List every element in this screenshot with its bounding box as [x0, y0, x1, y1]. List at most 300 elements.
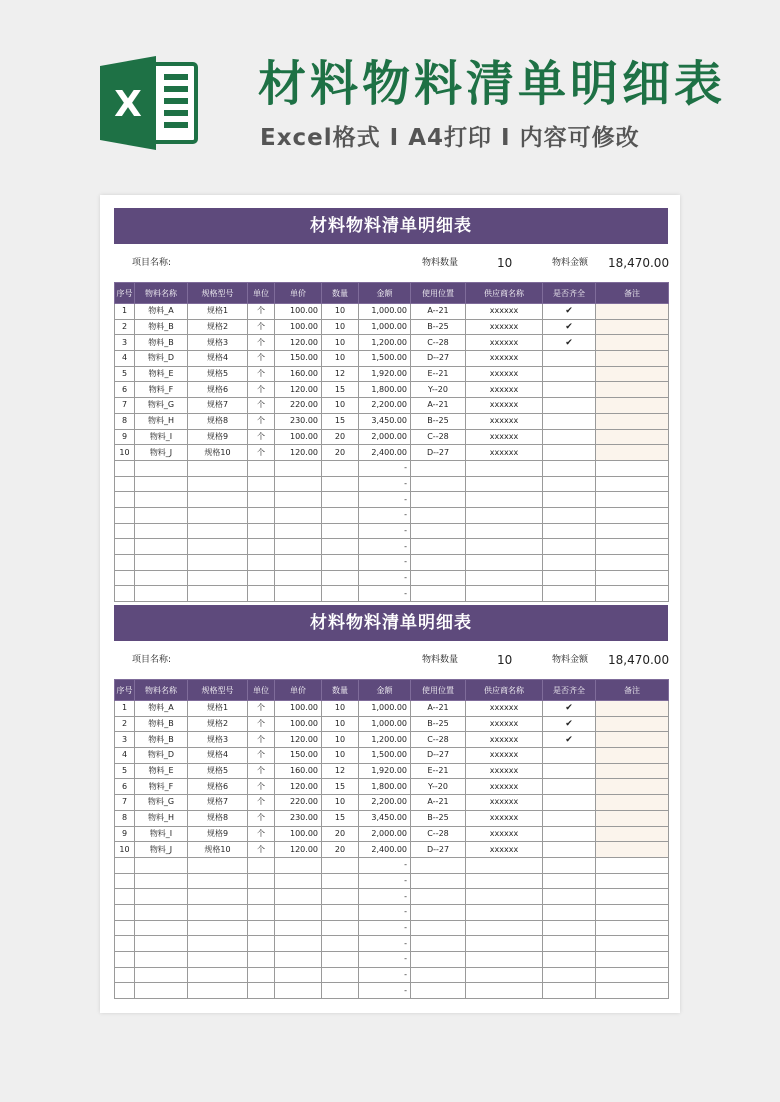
table-cell-qty[interactable] — [322, 920, 359, 936]
table-cell-spec[interactable] — [188, 507, 248, 523]
table-cell-amount[interactable]: - — [359, 523, 411, 539]
table-cell-pos[interactable]: A--21 — [411, 701, 466, 717]
table-cell-pos[interactable]: D--27 — [411, 842, 466, 858]
table-cell-amount[interactable]: - — [359, 539, 411, 555]
table-cell-qty[interactable]: 15 — [322, 810, 359, 826]
table-cell-supplier[interactable] — [466, 952, 543, 968]
table-cell-check[interactable]: ✔ — [543, 335, 596, 351]
table-cell-spec[interactable]: 规格7 — [188, 398, 248, 414]
table-cell-check[interactable] — [543, 539, 596, 555]
table-cell-supplier[interactable]: xxxxxx — [466, 366, 543, 382]
table-cell-amount[interactable]: 2,000.00 — [359, 429, 411, 445]
table-cell-pos[interactable] — [411, 476, 466, 492]
table-cell-unit[interactable]: 个 — [248, 319, 275, 335]
table-cell-name[interactable]: 物料_I — [135, 826, 188, 842]
table-cell-name[interactable] — [135, 460, 188, 476]
table-cell-unit[interactable] — [248, 586, 275, 602]
table-cell-note[interactable] — [596, 366, 669, 382]
table-cell-pos[interactable] — [411, 920, 466, 936]
table-cell-price[interactable]: 220.00 — [275, 795, 322, 811]
table-cell-amount[interactable]: 1,000.00 — [359, 716, 411, 732]
table-cell-note[interactable] — [596, 889, 669, 905]
table-cell-name[interactable] — [135, 586, 188, 602]
table-cell-unit[interactable]: 个 — [248, 304, 275, 320]
table-cell-qty[interactable] — [322, 492, 359, 508]
table-cell-name[interactable] — [135, 967, 188, 983]
table-cell-price[interactable] — [275, 570, 322, 586]
table-cell-qty[interactable] — [322, 476, 359, 492]
table-cell-supplier[interactable]: xxxxxx — [466, 763, 543, 779]
table-cell-spec[interactable] — [188, 570, 248, 586]
table-cell-pos[interactable] — [411, 492, 466, 508]
table-cell-name[interactable]: 物料_E — [135, 366, 188, 382]
table-cell-check[interactable] — [543, 810, 596, 826]
table-cell-name[interactable]: 物料_B — [135, 335, 188, 351]
table-cell-qty[interactable]: 12 — [322, 366, 359, 382]
table-cell-name[interactable]: 物料_J — [135, 842, 188, 858]
table-cell-spec[interactable]: 规格6 — [188, 779, 248, 795]
table-cell-pos[interactable]: C--28 — [411, 429, 466, 445]
table-cell-no[interactable]: 4 — [115, 748, 135, 764]
table-cell-no[interactable]: 9 — [115, 826, 135, 842]
table-cell-spec[interactable]: 规格5 — [188, 366, 248, 382]
table-cell-check[interactable]: ✔ — [543, 701, 596, 717]
table-cell-pos[interactable]: B--25 — [411, 810, 466, 826]
table-cell-check[interactable] — [543, 523, 596, 539]
table-cell-unit[interactable]: 个 — [248, 842, 275, 858]
table-cell-spec[interactable]: 规格9 — [188, 826, 248, 842]
table-cell-note[interactable] — [596, 319, 669, 335]
table-cell-pos[interactable]: A--21 — [411, 795, 466, 811]
table-cell-name[interactable]: 物料_H — [135, 413, 188, 429]
table-cell-note[interactable] — [596, 507, 669, 523]
table-cell-no[interactable]: 1 — [115, 701, 135, 717]
table-cell-supplier[interactable]: xxxxxx — [466, 826, 543, 842]
table-cell-supplier[interactable] — [466, 967, 543, 983]
table-cell-name[interactable]: 物料_D — [135, 748, 188, 764]
table-cell-pos[interactable] — [411, 873, 466, 889]
table-cell-price[interactable]: 230.00 — [275, 810, 322, 826]
table-cell-amount[interactable]: 1,000.00 — [359, 319, 411, 335]
table-cell-pos[interactable]: D--27 — [411, 351, 466, 367]
table-cell-name[interactable]: 物料_E — [135, 763, 188, 779]
table-cell-no[interactable]: 6 — [115, 382, 135, 398]
table-cell-amount[interactable]: 2,200.00 — [359, 398, 411, 414]
table-cell-pos[interactable] — [411, 555, 466, 571]
table-cell-check[interactable] — [543, 445, 596, 461]
table-cell-supplier[interactable]: xxxxxx — [466, 842, 543, 858]
table-cell-no[interactable]: 8 — [115, 413, 135, 429]
table-cell-unit[interactable]: 个 — [248, 763, 275, 779]
table-cell-unit[interactable] — [248, 539, 275, 555]
table-cell-amount[interactable]: 2,200.00 — [359, 795, 411, 811]
table-cell-note[interactable] — [596, 842, 669, 858]
table-cell-price[interactable]: 160.00 — [275, 763, 322, 779]
table-cell-amount[interactable]: 2,400.00 — [359, 445, 411, 461]
table-cell-supplier[interactable] — [466, 460, 543, 476]
table-cell-amount[interactable]: 1,200.00 — [359, 335, 411, 351]
table-cell-supplier[interactable] — [466, 476, 543, 492]
table-cell-note[interactable] — [596, 413, 669, 429]
table-cell-qty[interactable]: 10 — [322, 304, 359, 320]
table-cell-qty[interactable]: 20 — [322, 842, 359, 858]
table-cell-no[interactable] — [115, 983, 135, 999]
table-cell-no[interactable]: 5 — [115, 366, 135, 382]
table-cell-amount[interactable]: - — [359, 967, 411, 983]
table-cell-price[interactable] — [275, 476, 322, 492]
table-cell-supplier[interactable]: xxxxxx — [466, 810, 543, 826]
table-cell-spec[interactable]: 规格6 — [188, 382, 248, 398]
table-cell-supplier[interactable] — [466, 857, 543, 873]
table-cell-supplier[interactable]: xxxxxx — [466, 779, 543, 795]
table-cell-spec[interactable] — [188, 523, 248, 539]
table-cell-unit[interactable]: 个 — [248, 779, 275, 795]
table-cell-note[interactable] — [596, 476, 669, 492]
table-cell-amount[interactable]: 2,000.00 — [359, 826, 411, 842]
table-cell-unit[interactable]: 个 — [248, 732, 275, 748]
table-cell-qty[interactable] — [322, 539, 359, 555]
table-cell-spec[interactable] — [188, 492, 248, 508]
table-cell-note[interactable] — [596, 445, 669, 461]
table-cell-amount[interactable]: 1,800.00 — [359, 382, 411, 398]
table-cell-spec[interactable]: 规格10 — [188, 842, 248, 858]
table-cell-unit[interactable]: 个 — [248, 382, 275, 398]
table-cell-check[interactable] — [543, 826, 596, 842]
table-cell-spec[interactable]: 规格4 — [188, 351, 248, 367]
table-cell-qty[interactable] — [322, 857, 359, 873]
table-cell-amount[interactable]: 3,450.00 — [359, 413, 411, 429]
table-cell-amount[interactable]: - — [359, 492, 411, 508]
table-cell-pos[interactable] — [411, 936, 466, 952]
table-cell-supplier[interactable]: xxxxxx — [466, 748, 543, 764]
table-cell-check[interactable] — [543, 492, 596, 508]
table-cell-unit[interactable]: 个 — [248, 810, 275, 826]
table-cell-check[interactable] — [543, 763, 596, 779]
table-cell-name[interactable]: 物料_B — [135, 732, 188, 748]
table-cell-price[interactable]: 100.00 — [275, 429, 322, 445]
table-cell-name[interactable] — [135, 539, 188, 555]
table-cell-qty[interactable] — [322, 460, 359, 476]
table-cell-supplier[interactable]: xxxxxx — [466, 701, 543, 717]
table-cell-spec[interactable]: 规格1 — [188, 701, 248, 717]
table-cell-qty[interactable]: 10 — [322, 748, 359, 764]
table-cell-qty[interactable] — [322, 507, 359, 523]
table-cell-check[interactable]: ✔ — [543, 304, 596, 320]
table-cell-note[interactable] — [596, 429, 669, 445]
table-cell-unit[interactable]: 个 — [248, 701, 275, 717]
table-cell-note[interactable] — [596, 716, 669, 732]
table-cell-check[interactable] — [543, 920, 596, 936]
table-cell-price[interactable] — [275, 967, 322, 983]
table-cell-check[interactable] — [543, 366, 596, 382]
table-cell-no[interactable] — [115, 523, 135, 539]
table-cell-qty[interactable] — [322, 904, 359, 920]
table-cell-unit[interactable] — [248, 555, 275, 571]
table-cell-name[interactable]: 物料_I — [135, 429, 188, 445]
table-cell-name[interactable] — [135, 873, 188, 889]
table-cell-name[interactable] — [135, 936, 188, 952]
table-cell-no[interactable]: 10 — [115, 842, 135, 858]
table-cell-qty[interactable]: 10 — [322, 732, 359, 748]
table-cell-pos[interactable] — [411, 952, 466, 968]
table-cell-note[interactable] — [596, 460, 669, 476]
table-cell-spec[interactable] — [188, 476, 248, 492]
table-cell-pos[interactable] — [411, 586, 466, 602]
table-cell-price[interactable] — [275, 586, 322, 602]
table-cell-name[interactable]: 物料_A — [135, 701, 188, 717]
table-cell-amount[interactable]: 1,200.00 — [359, 732, 411, 748]
table-cell-note[interactable] — [596, 904, 669, 920]
table-cell-note[interactable] — [596, 873, 669, 889]
table-cell-check[interactable] — [543, 857, 596, 873]
table-cell-spec[interactable]: 规格3 — [188, 732, 248, 748]
table-cell-price[interactable]: 230.00 — [275, 413, 322, 429]
table-cell-unit[interactable]: 个 — [248, 716, 275, 732]
table-cell-spec[interactable] — [188, 586, 248, 602]
table-cell-no[interactable] — [115, 920, 135, 936]
table-cell-qty[interactable]: 15 — [322, 779, 359, 795]
table-cell-price[interactable]: 120.00 — [275, 842, 322, 858]
table-cell-note[interactable] — [596, 779, 669, 795]
table-cell-supplier[interactable]: xxxxxx — [466, 382, 543, 398]
table-cell-price[interactable]: 120.00 — [275, 445, 322, 461]
table-cell-name[interactable]: 物料_F — [135, 382, 188, 398]
table-cell-qty[interactable]: 10 — [322, 351, 359, 367]
table-cell-note[interactable] — [596, 763, 669, 779]
table-cell-spec[interactable] — [188, 873, 248, 889]
table-cell-amount[interactable]: 1,920.00 — [359, 366, 411, 382]
table-cell-qty[interactable]: 10 — [322, 716, 359, 732]
table-cell-check[interactable] — [543, 429, 596, 445]
table-cell-note[interactable] — [596, 967, 669, 983]
table-cell-check[interactable] — [543, 842, 596, 858]
table-cell-price[interactable] — [275, 952, 322, 968]
table-cell-supplier[interactable]: xxxxxx — [466, 732, 543, 748]
table-cell-check[interactable] — [543, 413, 596, 429]
table-cell-check[interactable] — [543, 351, 596, 367]
table-cell-pos[interactable] — [411, 523, 466, 539]
table-cell-unit[interactable] — [248, 967, 275, 983]
table-cell-qty[interactable]: 12 — [322, 763, 359, 779]
table-cell-unit[interactable]: 个 — [248, 795, 275, 811]
table-cell-spec[interactable] — [188, 857, 248, 873]
table-cell-price[interactable] — [275, 920, 322, 936]
table-cell-name[interactable]: 物料_A — [135, 304, 188, 320]
table-cell-check[interactable] — [543, 967, 596, 983]
table-cell-price[interactable] — [275, 904, 322, 920]
table-cell-pos[interactable] — [411, 857, 466, 873]
table-cell-unit[interactable]: 个 — [248, 413, 275, 429]
table-cell-name[interactable] — [135, 523, 188, 539]
table-cell-name[interactable] — [135, 920, 188, 936]
table-cell-price[interactable]: 220.00 — [275, 398, 322, 414]
table-cell-note[interactable] — [596, 382, 669, 398]
table-cell-pos[interactable]: C--28 — [411, 732, 466, 748]
table-cell-amount[interactable]: - — [359, 952, 411, 968]
table-cell-note[interactable] — [596, 304, 669, 320]
table-cell-amount[interactable]: - — [359, 476, 411, 492]
table-cell-supplier[interactable]: xxxxxx — [466, 716, 543, 732]
table-cell-supplier[interactable] — [466, 586, 543, 602]
table-cell-no[interactable] — [115, 857, 135, 873]
table-cell-unit[interactable]: 个 — [248, 335, 275, 351]
table-cell-no[interactable]: 7 — [115, 398, 135, 414]
table-cell-check[interactable]: ✔ — [543, 319, 596, 335]
table-cell-no[interactable]: 6 — [115, 779, 135, 795]
table-cell-supplier[interactable] — [466, 889, 543, 905]
table-cell-amount[interactable]: - — [359, 983, 411, 999]
table-cell-no[interactable] — [115, 476, 135, 492]
table-cell-note[interactable] — [596, 398, 669, 414]
table-cell-supplier[interactable]: xxxxxx — [466, 335, 543, 351]
table-cell-qty[interactable] — [322, 889, 359, 905]
table-cell-check[interactable] — [543, 555, 596, 571]
table-cell-note[interactable] — [596, 555, 669, 571]
table-cell-name[interactable] — [135, 904, 188, 920]
table-cell-unit[interactable]: 个 — [248, 826, 275, 842]
table-cell-check[interactable]: ✔ — [543, 732, 596, 748]
table-cell-spec[interactable]: 规格1 — [188, 304, 248, 320]
table-cell-unit[interactable] — [248, 936, 275, 952]
table-cell-spec[interactable] — [188, 967, 248, 983]
table-cell-pos[interactable] — [411, 570, 466, 586]
table-cell-note[interactable] — [596, 983, 669, 999]
table-cell-pos[interactable]: A--21 — [411, 398, 466, 414]
table-cell-spec[interactable]: 规格2 — [188, 319, 248, 335]
table-cell-pos[interactable]: Y--20 — [411, 779, 466, 795]
table-cell-supplier[interactable] — [466, 555, 543, 571]
table-cell-pos[interactable]: E--21 — [411, 763, 466, 779]
table-cell-pos[interactable]: C--28 — [411, 335, 466, 351]
table-cell-note[interactable] — [596, 570, 669, 586]
table-cell-unit[interactable]: 个 — [248, 748, 275, 764]
table-cell-amount[interactable]: 3,450.00 — [359, 810, 411, 826]
table-cell-qty[interactable]: 10 — [322, 701, 359, 717]
table-cell-pos[interactable]: B--25 — [411, 413, 466, 429]
table-cell-spec[interactable] — [188, 889, 248, 905]
table-cell-name[interactable] — [135, 555, 188, 571]
table-cell-note[interactable] — [596, 335, 669, 351]
table-cell-unit[interactable]: 个 — [248, 351, 275, 367]
table-cell-pos[interactable] — [411, 539, 466, 555]
table-cell-pos[interactable]: E--21 — [411, 366, 466, 382]
table-cell-no[interactable]: 7 — [115, 795, 135, 811]
table-cell-no[interactable]: 10 — [115, 445, 135, 461]
table-cell-no[interactable]: 2 — [115, 716, 135, 732]
table-cell-amount[interactable]: - — [359, 857, 411, 873]
table-cell-pos[interactable] — [411, 889, 466, 905]
table-cell-name[interactable]: 物料_B — [135, 716, 188, 732]
table-cell-name[interactable] — [135, 476, 188, 492]
table-cell-check[interactable] — [543, 983, 596, 999]
table-cell-no[interactable] — [115, 507, 135, 523]
table-cell-pos[interactable]: D--27 — [411, 748, 466, 764]
table-cell-note[interactable] — [596, 952, 669, 968]
table-cell-name[interactable] — [135, 570, 188, 586]
table-cell-spec[interactable]: 规格7 — [188, 795, 248, 811]
table-cell-spec[interactable] — [188, 936, 248, 952]
table-cell-amount[interactable]: 1,800.00 — [359, 779, 411, 795]
table-cell-pos[interactable] — [411, 967, 466, 983]
table-cell-unit[interactable] — [248, 952, 275, 968]
table-cell-supplier[interactable] — [466, 507, 543, 523]
table-cell-no[interactable]: 1 — [115, 304, 135, 320]
table-cell-no[interactable] — [115, 967, 135, 983]
table-cell-qty[interactable]: 20 — [322, 429, 359, 445]
table-cell-pos[interactable] — [411, 460, 466, 476]
table-cell-qty[interactable] — [322, 983, 359, 999]
table-cell-qty[interactable] — [322, 570, 359, 586]
table-cell-supplier[interactable]: xxxxxx — [466, 795, 543, 811]
table-cell-unit[interactable] — [248, 492, 275, 508]
table-cell-price[interactable] — [275, 539, 322, 555]
table-cell-no[interactable] — [115, 570, 135, 586]
table-cell-pos[interactable]: D--27 — [411, 445, 466, 461]
table-cell-spec[interactable]: 规格9 — [188, 429, 248, 445]
table-cell-pos[interactable]: Y--20 — [411, 382, 466, 398]
table-cell-price[interactable]: 120.00 — [275, 779, 322, 795]
table-cell-name[interactable] — [135, 507, 188, 523]
table-cell-amount[interactable]: - — [359, 889, 411, 905]
table-cell-check[interactable] — [543, 873, 596, 889]
table-cell-price[interactable]: 150.00 — [275, 351, 322, 367]
table-cell-price[interactable]: 100.00 — [275, 826, 322, 842]
table-cell-spec[interactable] — [188, 539, 248, 555]
table-cell-note[interactable] — [596, 936, 669, 952]
table-cell-qty[interactable]: 20 — [322, 826, 359, 842]
table-cell-spec[interactable]: 规格2 — [188, 716, 248, 732]
table-cell-unit[interactable] — [248, 983, 275, 999]
table-cell-price[interactable]: 160.00 — [275, 366, 322, 382]
table-cell-supplier[interactable]: xxxxxx — [466, 445, 543, 461]
table-cell-note[interactable] — [596, 539, 669, 555]
table-cell-unit[interactable] — [248, 873, 275, 889]
table-cell-supplier[interactable]: xxxxxx — [466, 429, 543, 445]
table-cell-amount[interactable]: - — [359, 920, 411, 936]
table-cell-amount[interactable]: - — [359, 507, 411, 523]
table-cell-qty[interactable]: 10 — [322, 795, 359, 811]
table-cell-unit[interactable] — [248, 904, 275, 920]
table-cell-price[interactable] — [275, 936, 322, 952]
table-cell-unit[interactable] — [248, 889, 275, 905]
table-cell-note[interactable] — [596, 826, 669, 842]
table-cell-qty[interactable]: 10 — [322, 398, 359, 414]
table-cell-unit[interactable] — [248, 507, 275, 523]
table-cell-no[interactable] — [115, 889, 135, 905]
table-cell-price[interactable] — [275, 889, 322, 905]
table-cell-check[interactable] — [543, 507, 596, 523]
table-cell-pos[interactable] — [411, 904, 466, 920]
table-cell-qty[interactable] — [322, 555, 359, 571]
table-cell-supplier[interactable]: xxxxxx — [466, 413, 543, 429]
table-cell-spec[interactable]: 规格10 — [188, 445, 248, 461]
table-cell-qty[interactable]: 15 — [322, 382, 359, 398]
table-cell-qty[interactable]: 20 — [322, 445, 359, 461]
table-cell-name[interactable]: 物料_G — [135, 398, 188, 414]
table-cell-unit[interactable] — [248, 857, 275, 873]
table-cell-qty[interactable]: 10 — [322, 335, 359, 351]
table-cell-supplier[interactable]: xxxxxx — [466, 319, 543, 335]
table-cell-check[interactable] — [543, 398, 596, 414]
table-cell-no[interactable] — [115, 952, 135, 968]
table-cell-spec[interactable] — [188, 952, 248, 968]
table-cell-supplier[interactable]: xxxxxx — [466, 398, 543, 414]
table-cell-spec[interactable] — [188, 460, 248, 476]
table-cell-no[interactable]: 9 — [115, 429, 135, 445]
table-cell-price[interactable] — [275, 873, 322, 889]
table-cell-check[interactable] — [543, 460, 596, 476]
table-cell-check[interactable] — [543, 476, 596, 492]
